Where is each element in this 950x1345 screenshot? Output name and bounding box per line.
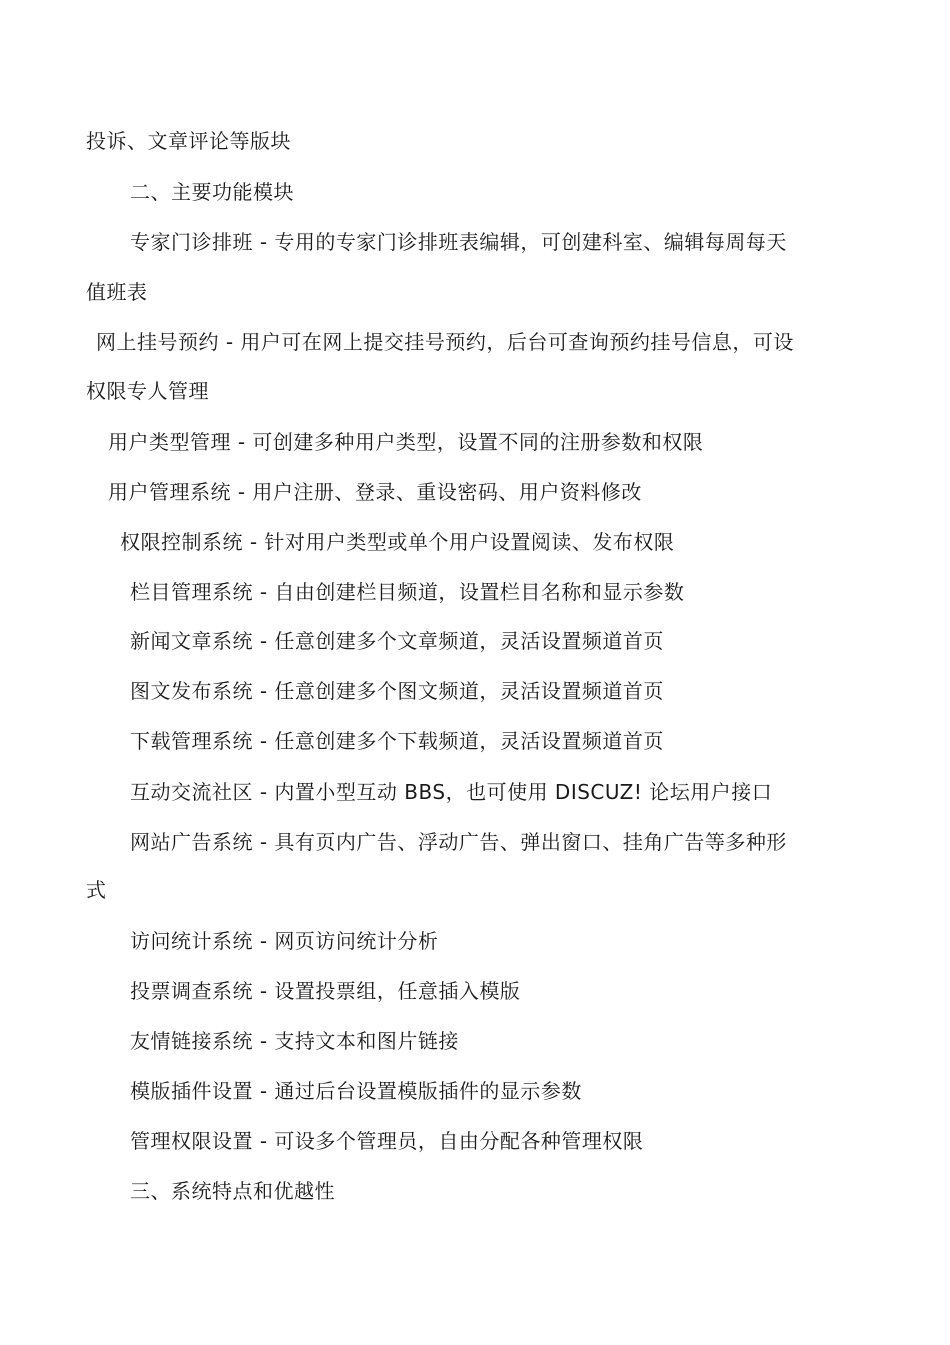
- text-line: 专家门诊排班 - 专用的专家门诊排班表编辑，可创建科室、编辑每周每天: [130, 230, 787, 254]
- section-heading: 二、主要功能模块: [130, 180, 294, 204]
- text-line: 互动交流社区 - 内置小型互动 BBS，也可使用 DISCUZ! 论坛用户接口: [130, 780, 773, 804]
- text-line: 网站广告系统 - 具有页内广告、浮动广告、弹出窗口、挂角广告等多种形: [130, 830, 787, 854]
- text-line: 模版插件设置 - 通过后台设置模版插件的显示参数: [130, 1079, 582, 1103]
- text-line: 用户类型管理 - 可创建多种用户类型，设置不同的注册参数和权限: [108, 430, 704, 454]
- text-line: 权限控制系统 - 针对用户类型或单个用户设置阅读、发布权限: [120, 530, 675, 554]
- text-line: 权限专人管理: [86, 379, 209, 403]
- text-line: 投诉、文章评论等版块: [86, 129, 291, 153]
- text-line: 图文发布系统 - 任意创建多个图文频道，灵活设置频道首页: [130, 679, 664, 703]
- section-heading: 三、系统特点和优越性: [130, 1179, 335, 1203]
- text-line: 管理权限设置 - 可设多个管理员，自由分配各种管理权限: [130, 1129, 644, 1153]
- text-line: 新闻文章系统 - 任意创建多个文章频道，灵活设置频道首页: [130, 629, 664, 653]
- text-line: 式: [86, 878, 107, 902]
- text-line: 友情链接系统 - 支持文本和图片链接: [130, 1029, 459, 1053]
- text-line: 值班表: [86, 280, 148, 304]
- text-line: 投票调查系统 - 设置投票组，任意插入模版: [130, 979, 521, 1003]
- text-line: 下载管理系统 - 任意创建多个下载频道，灵活设置频道首页: [130, 729, 664, 753]
- text-line: 访问统计系统 - 网页访问统计分析: [130, 929, 439, 953]
- text-line: 网上挂号预约 - 用户可在网上提交挂号预约，后台可查询预约挂号信息，可设: [96, 330, 794, 354]
- text-line: 用户管理系统 - 用户注册、登录、重设密码、用户资料修改: [108, 480, 642, 504]
- text-line: 栏目管理系统 - 自由创建栏目频道，设置栏目名称和显示参数: [130, 580, 685, 604]
